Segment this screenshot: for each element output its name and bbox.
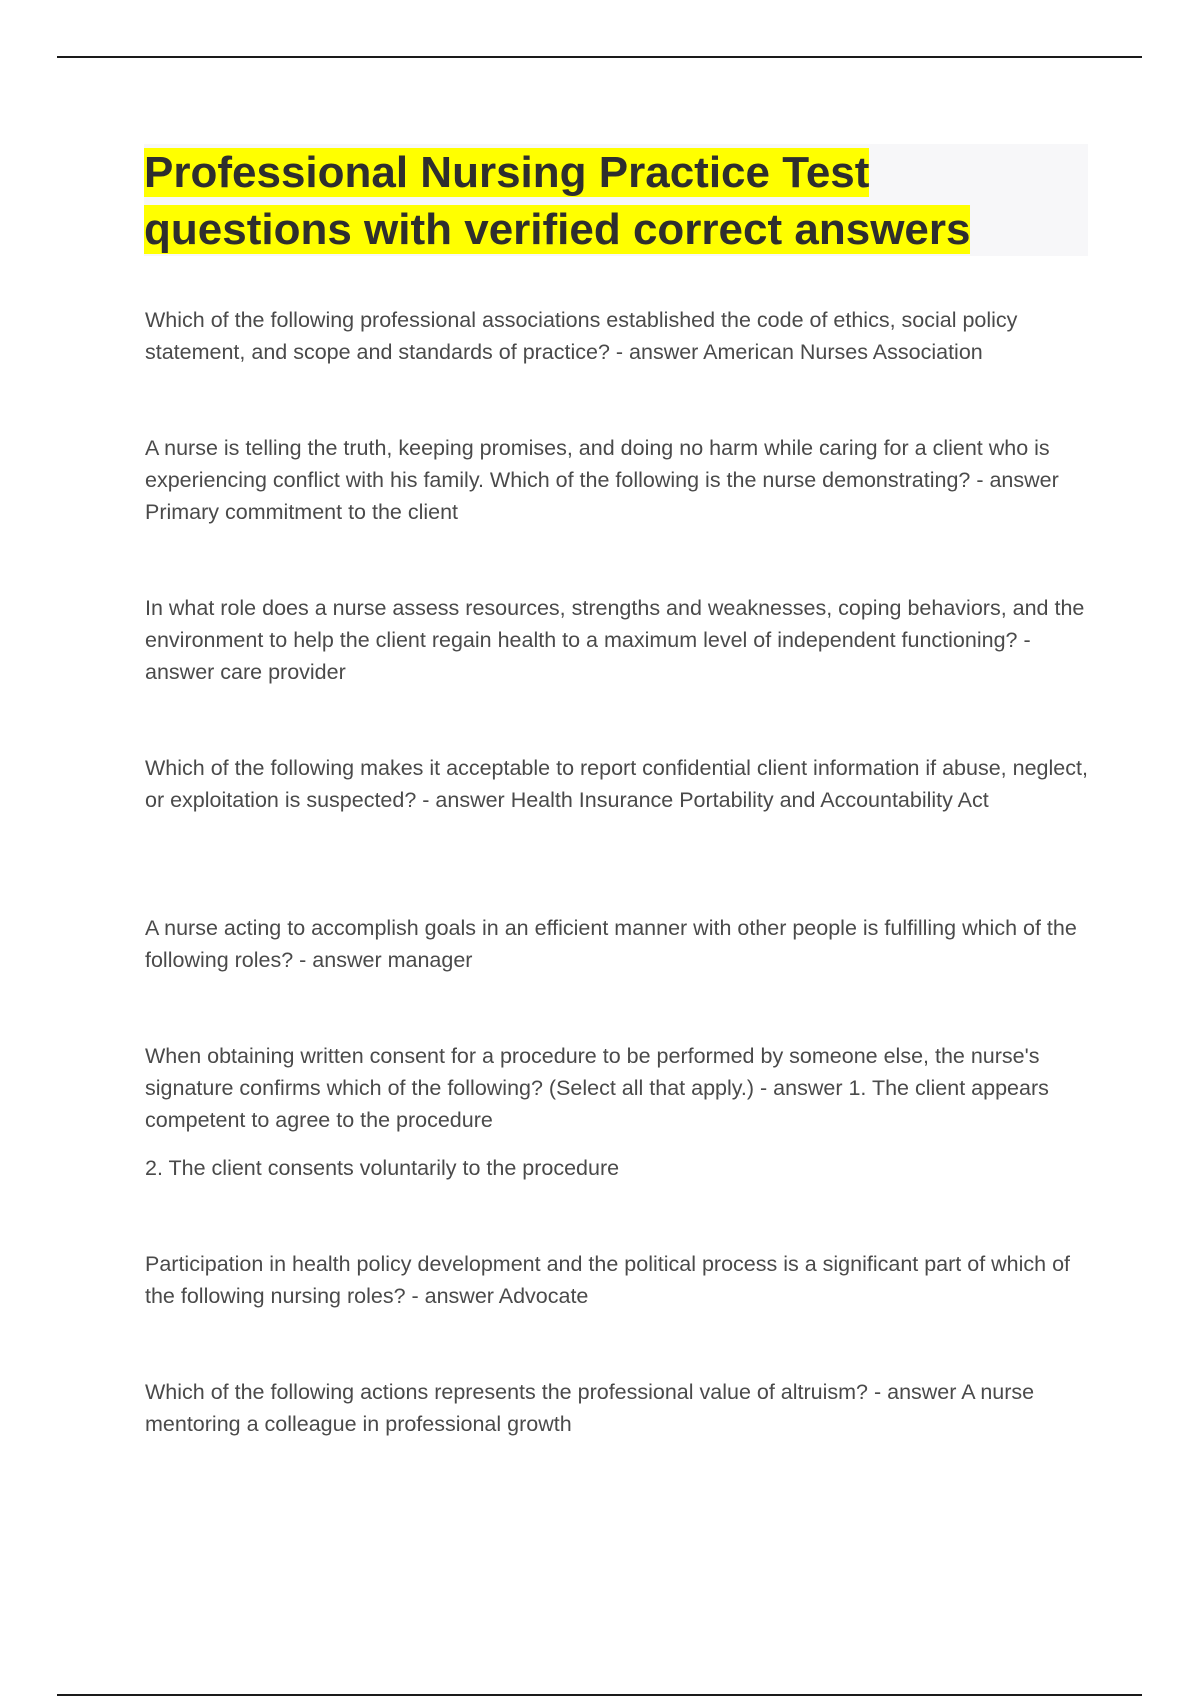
qa-item-1: Which of the following professional associations established the code of ethics, social policy statement, and scope and standards of practice? - answer American Nurses Association <box>145 308 1018 364</box>
qa-item-2: A nurse is telling the truth, keeping promises, and doing no harm while caring for a client who is experiencing conflict with his family. Which of the following is the nurse demonstrating? - answer Primary commitment to the client <box>145 436 1059 524</box>
top-rule <box>57 56 1142 58</box>
bottom-rule <box>57 1694 1142 1696</box>
qa-item-5: A nurse acting to accomplish goals in an efficient manner with other people is fulfilling which of the following roles? - answer manager <box>145 916 1077 972</box>
document-title-text: Professional Nursing Practice Test questions with verified correct answers <box>144 148 971 254</box>
qa-item-4: Which of the following makes it acceptable to report confidential client information if abuse, neglect, or exploitation is suspected? - answer Health Insurance Portability and Accountability Act <box>145 756 1088 812</box>
qa-item-6: When obtaining written consent for a procedure to be performed by someone else, the nurse's signature confirms which of the following? (Select all that apply.) - answer 1. The client appears competent to agree to the procedure <box>145 1044 1049 1132</box>
document-title <box>144 144 1088 258</box>
qa-item-8: Which of the following actions represents the professional value of altruism? - answer A nurse mentoring a colleague in professional growth <box>145 1380 1035 1436</box>
qa-item-6-continued: 2. The client consents voluntarily to the procedure <box>145 1156 620 1180</box>
qa-item-7: Participation in health policy development and the political process is a significant part of which of the following nursing roles? - answer Advocate <box>145 1252 1071 1308</box>
title-block <box>144 144 1088 256</box>
qa-item-3: In what role does a nurse assess resources, strengths and weaknesses, coping behaviors, and the environment to help the client regain health to a maximum level of independent functioning? - answer care provider <box>145 596 1085 684</box>
